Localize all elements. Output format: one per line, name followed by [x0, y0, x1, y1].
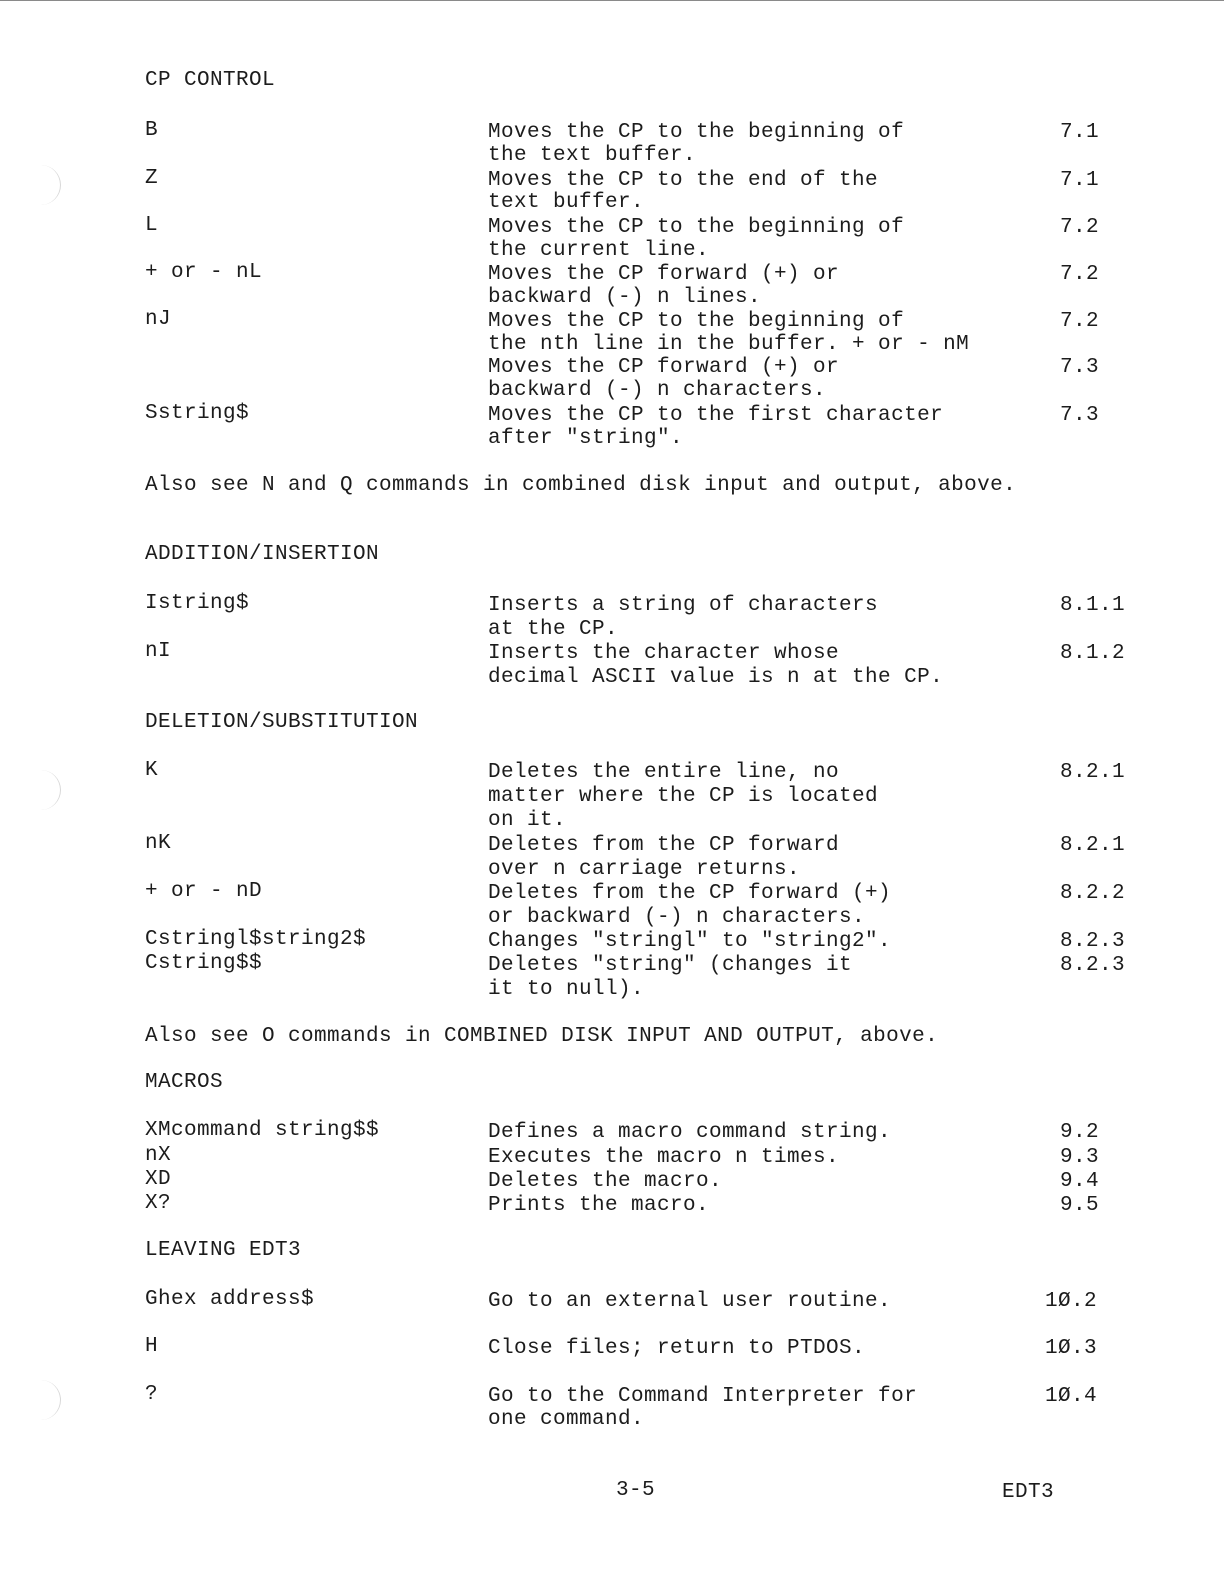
description-line: Close files; return to PTDOS. — [488, 1337, 866, 1360]
command-cstring-delete: Cstring$$ — [145, 952, 263, 975]
command-k: K — [145, 759, 159, 782]
section-reference: 8.2.1 — [1060, 834, 1126, 857]
section-heading-deletion: DELETION/SUBSTITUTION — [145, 711, 419, 734]
section-reference: 8.2.1 — [1060, 761, 1126, 784]
description-line: Moves the CP to the beginning of — [488, 310, 905, 333]
description-line: at the CP. — [488, 618, 619, 641]
section-reference: 1Ø.2 — [1045, 1290, 1098, 1313]
section-reference: 8.1.1 — [1060, 594, 1126, 617]
description-line: Moves the CP to the first character — [488, 404, 944, 427]
command-sstring: Sstring$ — [145, 402, 250, 425]
description-line: or backward (-) n characters. — [488, 906, 866, 929]
section-reference: 8.2.3 — [1060, 930, 1126, 953]
description-line: Moves the CP to the end of the — [488, 169, 879, 192]
description-line: backward (-) n lines. — [488, 286, 762, 309]
command-xd: XD — [145, 1168, 172, 1191]
scan-artifact — [40, 165, 61, 205]
command-nl: + or - nL — [145, 261, 263, 284]
command-x-query: X? — [145, 1192, 172, 1215]
section-reference: 9.3 — [1060, 1146, 1100, 1169]
description-line: it to null). — [488, 978, 645, 1001]
description-line: the nth line in the buffer. + or - nM — [488, 333, 970, 356]
description-line: matter where the CP is located — [488, 785, 879, 808]
command-ghex: Ghex address$ — [145, 1288, 315, 1311]
section-reference: 7.2 — [1060, 310, 1100, 333]
description-line: one command. — [488, 1408, 645, 1431]
section-reference: 1Ø.4 — [1045, 1385, 1098, 1408]
description-line: Moves the CP to the beginning of — [488, 121, 905, 144]
description-line: Inserts a string of characters — [488, 594, 879, 617]
section-reference: 7.3 — [1060, 356, 1100, 379]
command-xmcommand: XMcommand string$$ — [145, 1119, 380, 1142]
description-line: Go to the Command Interpreter for — [488, 1385, 918, 1408]
description-line: Deletes the macro. — [488, 1170, 723, 1193]
section-reference: 1Ø.3 — [1045, 1337, 1098, 1360]
command-nj: nJ — [145, 308, 172, 331]
scan-artifact — [40, 1380, 61, 1420]
description-line: decimal ASCII value is n at the CP. — [488, 666, 944, 689]
description-line: Defines a macro command string. — [488, 1121, 892, 1144]
section-reference: 7.2 — [1060, 216, 1100, 239]
description-line: the current line. — [488, 239, 710, 262]
command-nx: nX — [145, 1144, 172, 1167]
deletion-note: Also see O commands in COMBINED DISK INPUT AND OUTPUT, above. — [145, 1025, 939, 1048]
description-line: Moves the CP to the beginning of — [488, 216, 905, 239]
description-line: Deletes from the CP forward — [488, 834, 840, 857]
cp-control-note: Also see N and Q commands in combined disk input and output, above. — [145, 474, 1017, 497]
description-line: Prints the macro. — [488, 1194, 710, 1217]
section-reference: 7.3 — [1060, 404, 1100, 427]
command-nk: nK — [145, 832, 172, 855]
section-reference: 9.4 — [1060, 1170, 1100, 1193]
description-line: backward (-) n characters. — [488, 379, 827, 402]
command-nd: + or - nD — [145, 880, 263, 903]
page-top-rule — [0, 0, 1224, 1]
description-line: over n carriage returns. — [488, 858, 801, 881]
section-reference: 8.2.3 — [1060, 954, 1126, 977]
page-number: 3-5 — [616, 1479, 656, 1502]
document-name: EDT3 — [1002, 1481, 1055, 1504]
command-istring: Istring$ — [145, 592, 250, 615]
command-z: Z — [145, 167, 159, 190]
description-line: Go to an external user routine. — [488, 1290, 892, 1313]
section-heading-addition: ADDITION/INSERTION — [145, 543, 380, 566]
description-line: Executes the macro n times. — [488, 1146, 840, 1169]
section-reference: 9.2 — [1060, 1121, 1100, 1144]
section-reference: 7.1 — [1060, 169, 1100, 192]
description-line: Deletes from the CP forward (+) — [488, 882, 892, 905]
description-line: Deletes "string" (changes it — [488, 954, 853, 977]
description-line: Changes "stringl" to "string2". — [488, 930, 892, 953]
description-line: Moves the CP forward (+) or — [488, 356, 840, 379]
description-line: after "string". — [488, 427, 684, 450]
section-heading-leaving: LEAVING EDT3 — [145, 1239, 302, 1262]
section-heading-macros: MACROS — [145, 1071, 224, 1094]
section-reference: 7.1 — [1060, 121, 1100, 144]
scan-artifact — [40, 770, 61, 810]
section-reference: 8.2.2 — [1060, 882, 1126, 905]
section-reference: 9.5 — [1060, 1194, 1100, 1217]
section-reference: 7.2 — [1060, 263, 1100, 286]
command-question: ? — [145, 1383, 159, 1406]
command-b: B — [145, 119, 159, 142]
command-h: H — [145, 1335, 159, 1358]
description-line: Moves the CP forward (+) or — [488, 263, 840, 286]
command-cstring-change: Cstringl$string2$ — [145, 928, 367, 951]
description-line: the text buffer. — [488, 144, 697, 167]
description-line: text buffer. — [488, 191, 645, 214]
section-reference: 8.1.2 — [1060, 642, 1126, 665]
description-line: Deletes the entire line, no — [488, 761, 840, 784]
section-heading-cp-control: CP CONTROL — [145, 69, 276, 92]
command-ni: nI — [145, 640, 172, 663]
command-l: L — [145, 214, 159, 237]
description-line: Inserts the character whose — [488, 642, 840, 665]
description-line: on it. — [488, 809, 567, 832]
